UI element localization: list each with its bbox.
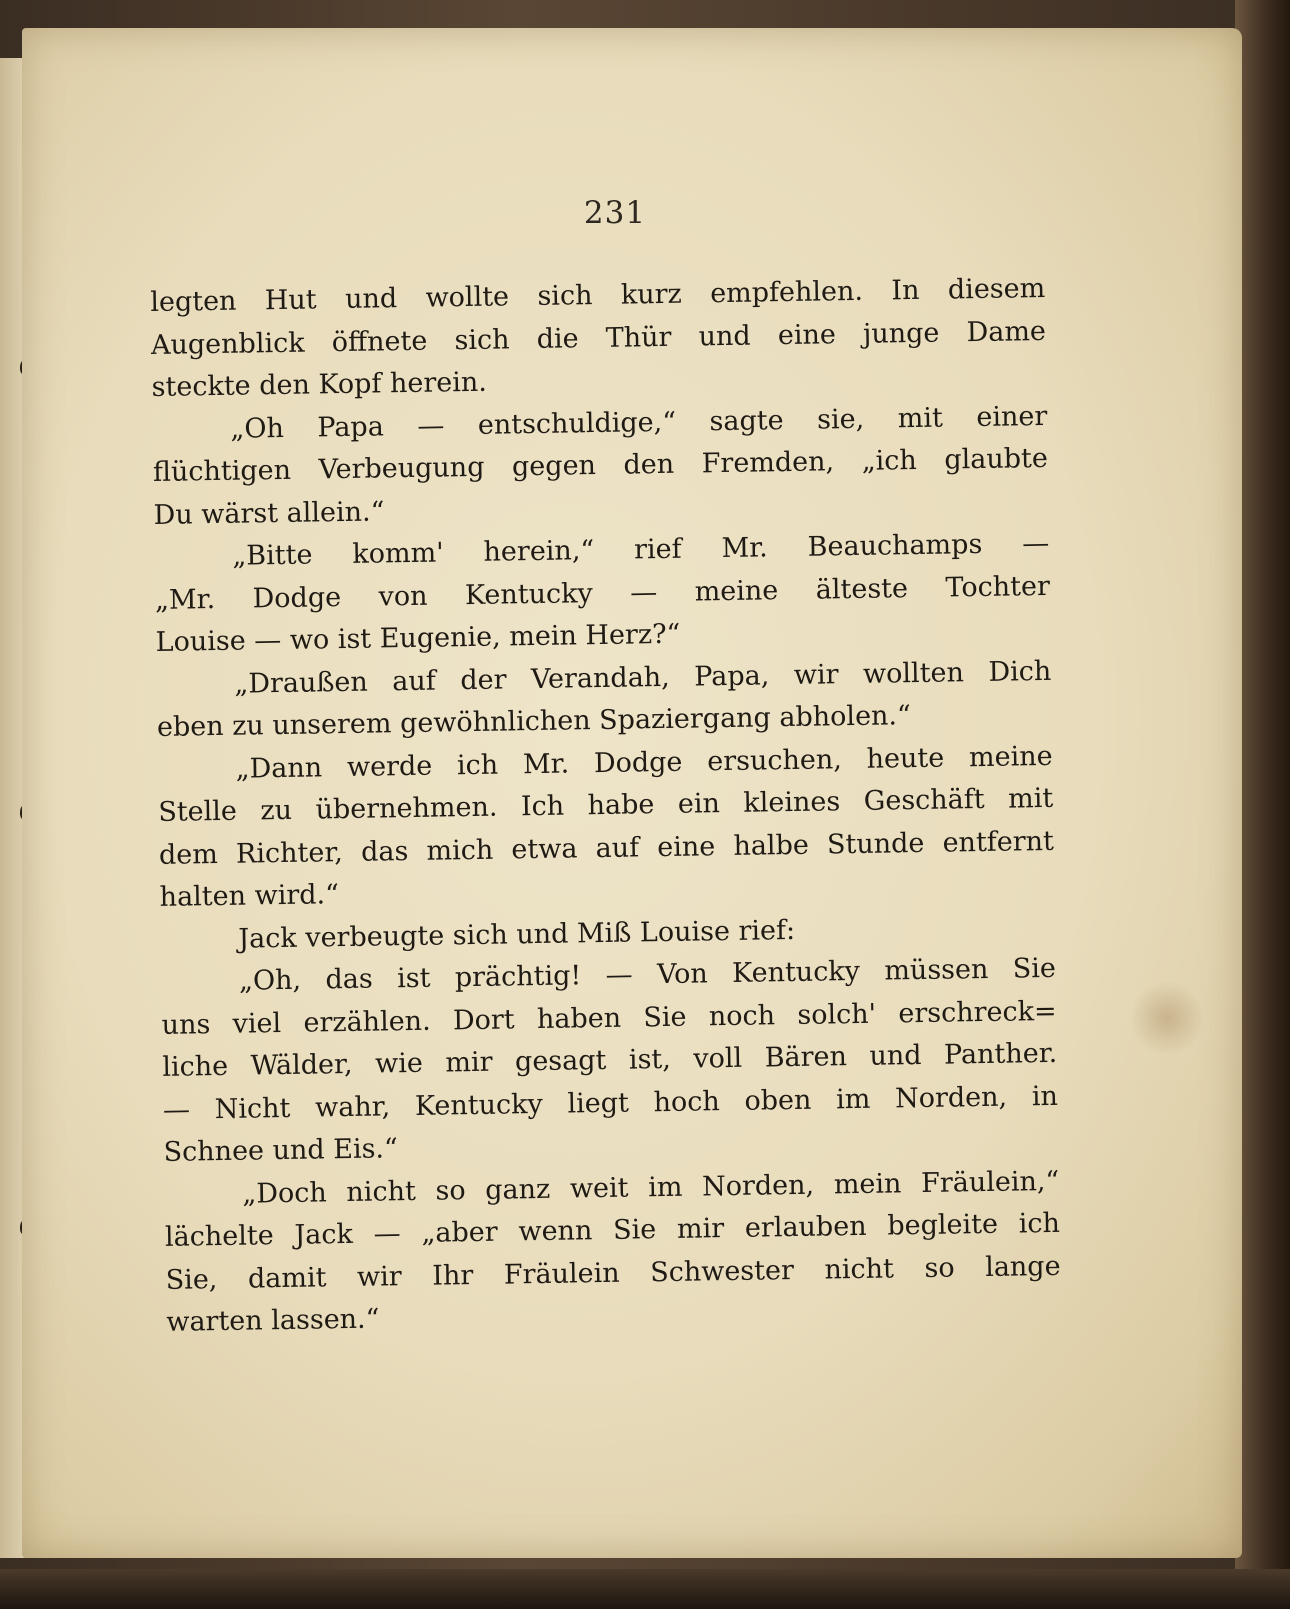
text-line: uns viel erzählen. Dort haben Sie noch solch' erschreck= bbox=[161, 995, 1057, 1041]
text-line: halten wird.“ bbox=[159, 879, 340, 913]
text-line: Sie, damit wir Ihr Fräulein Schwester nicht so lange bbox=[165, 1250, 1061, 1296]
text-line: „Draußen auf der Verandah, Papa, wir wollten Dich bbox=[234, 655, 1052, 700]
text-line: — Nicht wahr, Kentucky liegt hoch oben im Norden, in bbox=[162, 1080, 1059, 1126]
text-line: Jack verbeugte sich und Miß Louise rief: bbox=[238, 914, 796, 955]
page-text bbox=[150, 268, 1062, 1344]
text-line: legten Hut und wollte sich kurz empfehlen. In diesem bbox=[150, 272, 1046, 318]
text-line: „Bitte komm' herein,“ rief Mr. Beauchamps — bbox=[232, 527, 1050, 572]
text-line: „Dann werde ich Mr. Dodge ersuchen, heute meine bbox=[235, 740, 1053, 785]
paper-stain bbox=[1132, 978, 1202, 1058]
text-line: flüchtigen Verbeugung gegen den Fremden, „ich glaubte bbox=[152, 442, 1049, 488]
text-line: Augenblick öffnete sich die Thür und eine junge Dame bbox=[150, 315, 1047, 361]
text-line: Stelle zu übernehmen. Ich habe ein kleines Geschäft mit bbox=[158, 782, 1054, 828]
text-line: lächelte Jack — „aber wenn Sie mir erlauben begleite ich bbox=[164, 1207, 1061, 1253]
text-line: „Oh Papa — entschuldige,“ sagte sie, mit einer bbox=[230, 400, 1048, 445]
book-cover-edge bbox=[1235, 0, 1290, 1609]
text-line: Louise — wo ist Eugenie, mein Herz?“ bbox=[155, 618, 681, 658]
text-line: liche Wälder, wie mir gesagt ist, voll Bären und Panther. bbox=[162, 1037, 1058, 1083]
book-bottom-edge bbox=[0, 1569, 1290, 1609]
text-line: dem Richter, das mich etwa auf eine halbe Stunde entfernt bbox=[158, 825, 1055, 871]
text-line: „Doch nicht so ganz weit im Norden, mein Fräulein,“ bbox=[242, 1165, 1060, 1210]
page-number: 231 bbox=[583, 195, 647, 231]
text-line: Du wärst allein.“ bbox=[153, 495, 385, 531]
text-line: eben zu unserem gewöhnlichen Spaziergang abholen.“ bbox=[156, 700, 912, 743]
text-line: steckte den Kopf herein. bbox=[151, 366, 488, 403]
text-line: „Oh, das ist prächtig! — Von Kentucky müssen Sie bbox=[238, 952, 1057, 997]
text-line: „Mr. Dodge von Kentucky — meine älteste Tochter bbox=[154, 570, 1051, 616]
text-line: Schnee und Eis.“ bbox=[163, 1133, 399, 1168]
text-line: warten lassen.“ bbox=[166, 1303, 380, 1338]
